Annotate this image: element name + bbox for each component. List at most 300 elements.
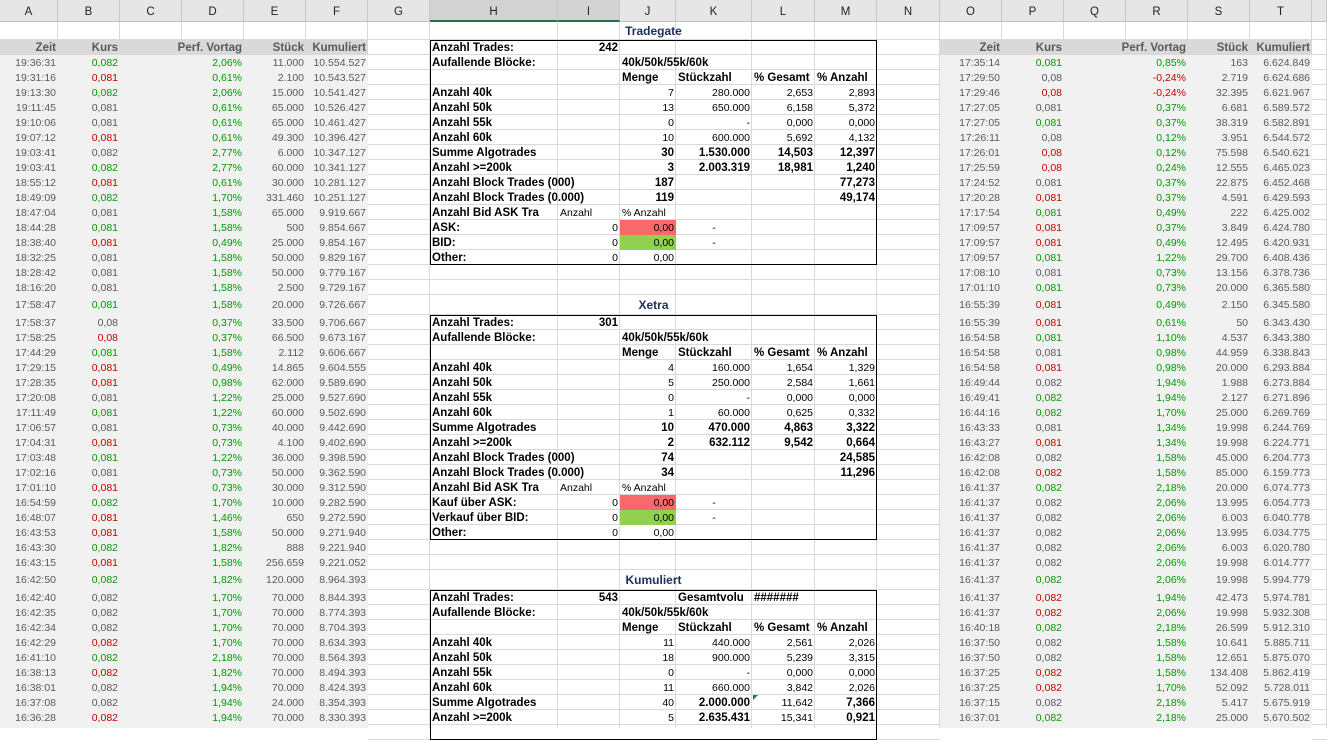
metric-value[interactable]: 2,026	[848, 637, 875, 649]
metric-value[interactable]: 160.000	[712, 362, 750, 374]
trade-price[interactable]: 0,082	[1035, 512, 1062, 524]
trade-time[interactable]: 17:08:10	[959, 267, 1000, 279]
metric-value[interactable]: 11	[663, 637, 674, 649]
trade-quantity[interactable]: 30.000	[271, 482, 304, 494]
trade-quantity[interactable]: 32.395	[1215, 87, 1248, 99]
metric-value[interactable]: 0,332	[848, 407, 875, 419]
block-trades-count[interactable]: 34	[661, 467, 674, 479]
trade-cumulative[interactable]: 6.244.769	[1263, 422, 1310, 434]
trade-cumulative[interactable]: 6.582.891	[1263, 117, 1310, 129]
trade-time[interactable]: 17:09:57	[959, 222, 1000, 234]
trade-quantity[interactable]: 5.417	[1221, 697, 1248, 709]
trade-cumulative[interactable]: 6.034.775	[1263, 527, 1310, 539]
metric-value[interactable]: 5,692	[786, 132, 813, 144]
block-trades-label[interactable]: Anzahl Block Trades (000)	[432, 452, 575, 464]
trade-quantity[interactable]: 19.998	[1215, 574, 1248, 586]
metric-label[interactable]: Anzahl 40k	[432, 87, 493, 99]
trade-price[interactable]: 0,081	[1035, 252, 1062, 264]
metric-value[interactable]: 660.000	[712, 682, 750, 694]
trade-price[interactable]: 0,081	[91, 347, 118, 359]
trade-price[interactable]: 0,081	[91, 102, 118, 114]
trade-price[interactable]: 0,08	[97, 317, 118, 329]
trade-quantity[interactable]: 50	[1236, 317, 1248, 329]
bid-ask-extra[interactable]: -	[712, 512, 716, 524]
trade-quantity[interactable]: 70.000	[271, 607, 304, 619]
trade-price[interactable]: 0,082	[1035, 527, 1062, 539]
trade-perf[interactable]: 0,12%	[1156, 132, 1186, 144]
column-label[interactable]: Menge	[622, 622, 659, 634]
trade-cumulative[interactable]: 6.271.896	[1263, 392, 1310, 404]
trades-value[interactable]: 301	[598, 317, 618, 329]
column-header-h[interactable]: H	[430, 0, 558, 22]
metric-label[interactable]: Anzahl 55k	[432, 667, 493, 679]
metric-value[interactable]: 3,842	[786, 682, 813, 694]
trade-cumulative[interactable]: 8.424.393	[319, 682, 366, 694]
trade-quantity[interactable]: 650	[286, 512, 304, 524]
trade-perf[interactable]: 1,58%	[212, 222, 242, 234]
trade-perf[interactable]: 1,34%	[1156, 437, 1186, 449]
metric-value[interactable]: 0	[668, 392, 674, 404]
trade-price[interactable]: 0,082	[1035, 482, 1062, 494]
trade-perf[interactable]: 1,94%	[212, 697, 242, 709]
trade-time[interactable]: 16:54:58	[959, 332, 1000, 344]
trade-time[interactable]: 16:40:18	[959, 622, 1000, 634]
trade-time[interactable]: 17:20:08	[15, 392, 56, 404]
trade-price[interactable]: 0,082	[1035, 592, 1062, 604]
column-header-s[interactable]: S	[1188, 0, 1250, 22]
trade-price[interactable]: 0,082	[91, 57, 118, 69]
trade-price[interactable]: 0,081	[1035, 237, 1062, 249]
blocks-value[interactable]: 40k/50k/55k/60k	[622, 57, 709, 69]
trade-price[interactable]: 0,082	[1035, 622, 1062, 634]
trade-price[interactable]: 0,081	[91, 527, 118, 539]
trade-time[interactable]: 18:47:04	[15, 207, 56, 219]
trade-time[interactable]: 16:41:37	[959, 557, 1000, 569]
trade-perf[interactable]: 1,70%	[212, 192, 242, 204]
trade-perf[interactable]: 1,82%	[212, 542, 242, 554]
trade-cumulative[interactable]: 9.221.940	[319, 542, 366, 554]
trade-perf[interactable]: 1,70%	[212, 592, 242, 604]
bid-ask-pct-header[interactable]: % Anzahl	[622, 207, 666, 219]
column-label[interactable]: % Anzahl	[817, 622, 868, 634]
trade-quantity[interactable]: 2.150	[1221, 299, 1248, 311]
header-perf-vortag[interactable]: Perf. Vortag	[177, 42, 242, 54]
metric-value[interactable]: 0,000	[848, 392, 875, 404]
trade-perf[interactable]: 0,49%	[212, 362, 242, 374]
trade-cumulative[interactable]: 10.541.427	[313, 87, 366, 99]
trade-perf[interactable]: 2,77%	[212, 147, 242, 159]
trade-quantity[interactable]: 15.000	[271, 87, 304, 99]
trade-perf[interactable]: 1,22%	[212, 452, 242, 464]
trade-perf[interactable]: 0,73%	[212, 437, 242, 449]
trade-price[interactable]: 0,081	[91, 452, 118, 464]
block-trades-pct[interactable]: 24,585	[839, 452, 875, 464]
trade-time[interactable]: 16:42:29	[15, 637, 56, 649]
trade-price[interactable]: 0,082	[1035, 697, 1062, 709]
trade-cumulative[interactable]: 6.544.572	[1263, 132, 1310, 144]
trade-cumulative[interactable]: 10.341.127	[313, 162, 366, 174]
total-volume-value[interactable]: #######	[754, 592, 799, 604]
trade-perf[interactable]: 0,61%	[212, 117, 242, 129]
trade-quantity[interactable]: 29.700	[1215, 252, 1248, 264]
trade-time[interactable]: 16:43:30	[15, 542, 56, 554]
trades-value[interactable]: 543	[598, 592, 618, 604]
trade-quantity[interactable]: 65.000	[271, 102, 304, 114]
trade-cumulative[interactable]: 6.345.580	[1263, 299, 1310, 311]
trade-perf[interactable]: 0,37%	[212, 332, 242, 344]
metric-value[interactable]: 7	[668, 87, 674, 99]
bid-ask-pct[interactable]: 0,00	[620, 495, 676, 510]
trade-perf[interactable]: 0,85%	[1156, 57, 1186, 69]
trade-perf[interactable]: 0,73%	[212, 422, 242, 434]
trade-cumulative[interactable]: 6.273.884	[1263, 377, 1310, 389]
trade-quantity[interactable]: 19.998	[1215, 557, 1248, 569]
trade-time[interactable]: 17:25:59	[959, 162, 1000, 174]
trade-quantity[interactable]: 50.000	[271, 467, 304, 479]
metric-value[interactable]: 5	[668, 377, 674, 389]
trade-perf[interactable]: 0,12%	[1156, 147, 1186, 159]
metric-value[interactable]: 10	[662, 132, 674, 144]
trade-price[interactable]: 0,08	[1041, 132, 1062, 144]
trade-cumulative[interactable]: 6.429.593	[1263, 192, 1310, 204]
trade-time[interactable]: 16:41:37	[959, 607, 1000, 619]
trade-time[interactable]: 16:42:08	[959, 452, 1000, 464]
trade-quantity[interactable]: 13.995	[1215, 527, 1248, 539]
trade-cumulative[interactable]: 9.312.590	[319, 482, 366, 494]
trade-price[interactable]: 0,082	[91, 637, 118, 649]
trade-time[interactable]: 17:02:16	[15, 467, 56, 479]
trade-perf[interactable]: 2,06%	[1156, 497, 1186, 509]
trade-time[interactable]: 16:41:37	[959, 542, 1000, 554]
trade-quantity[interactable]: 19.998	[1215, 437, 1248, 449]
trade-price[interactable]: 0,081	[1035, 317, 1062, 329]
trade-time[interactable]: 19:03:41	[15, 147, 56, 159]
trade-price[interactable]: 0,082	[1035, 542, 1062, 554]
metric-value[interactable]: 14,503	[777, 147, 813, 159]
trade-perf[interactable]: 0,61%	[212, 132, 242, 144]
trade-quantity[interactable]: 26.599	[1215, 622, 1248, 634]
trade-quantity[interactable]: 3.951	[1221, 132, 1248, 144]
header-stueck[interactable]: Stück	[272, 42, 304, 54]
trade-perf[interactable]: 1,70%	[212, 497, 242, 509]
trade-time[interactable]: 17:20:28	[959, 192, 1000, 204]
metric-value[interactable]: 1	[668, 407, 674, 419]
bid-ask-pct[interactable]: 0,00	[653, 527, 674, 539]
trade-cumulative[interactable]: 6.540.621	[1263, 147, 1310, 159]
metric-value[interactable]: 4	[668, 362, 674, 374]
trade-quantity[interactable]: 20.000	[1215, 282, 1248, 294]
block-trades-pct[interactable]: 77,273	[839, 177, 875, 189]
header-zeit[interactable]: Zeit	[35, 42, 56, 54]
trade-cumulative[interactable]: 9.829.167	[319, 252, 366, 264]
column-header-e[interactable]: E	[244, 0, 306, 22]
trade-price[interactable]: 0,081	[1035, 222, 1062, 234]
trade-quantity[interactable]: 45.000	[1215, 452, 1248, 464]
trade-time[interactable]: 19:31:16	[15, 72, 56, 84]
trade-time[interactable]: 16:43:33	[959, 422, 1000, 434]
trade-perf[interactable]: 0,49%	[1156, 237, 1186, 249]
trade-quantity[interactable]: 2.127	[1221, 392, 1248, 404]
trade-cumulative[interactable]: 8.494.393	[319, 667, 366, 679]
trade-perf[interactable]: 1,58%	[212, 527, 242, 539]
trade-price[interactable]: 0,082	[1035, 607, 1062, 619]
header-kumuliert[interactable]: Kumuliert	[312, 42, 366, 54]
bid-ask-row-label[interactable]: Verkauf über BID:	[432, 512, 529, 524]
trade-cumulative[interactable]: 5.912.310	[1263, 622, 1310, 634]
trade-price[interactable]: 0,08	[1041, 87, 1062, 99]
trade-quantity[interactable]: 134.408	[1210, 667, 1248, 679]
trade-quantity[interactable]: 6.000	[277, 147, 304, 159]
trade-perf[interactable]: 1,58%	[212, 282, 242, 294]
metric-label[interactable]: Summe Algotrades	[432, 422, 537, 434]
header-perf-vortag[interactable]: Perf. Vortag	[1121, 42, 1186, 54]
metric-label[interactable]: Anzahl >=200k	[432, 437, 512, 449]
trade-cumulative[interactable]: 6.420.931	[1263, 237, 1310, 249]
metric-value[interactable]: 5,239	[786, 652, 813, 664]
trade-time[interactable]: 18:49:09	[15, 192, 56, 204]
metric-label[interactable]: Anzahl 50k	[432, 377, 493, 389]
trade-time[interactable]: 16:37:01	[959, 712, 1000, 724]
trade-perf[interactable]: 0,49%	[1156, 207, 1186, 219]
bid-ask-count[interactable]: 0	[612, 527, 618, 539]
trade-quantity[interactable]: 60.000	[271, 162, 304, 174]
trade-time[interactable]: 18:55:12	[15, 177, 56, 189]
trade-time[interactable]: 18:44:28	[15, 222, 56, 234]
trade-price[interactable]: 0,081	[1035, 422, 1062, 434]
metric-value[interactable]: 2.000.000	[698, 697, 750, 709]
trade-cumulative[interactable]: 10.461.427	[313, 117, 366, 129]
trade-price[interactable]: 0,082	[1035, 467, 1062, 479]
column-header-a[interactable]: A	[0, 0, 58, 22]
trade-cumulative[interactable]: 9.442.690	[319, 422, 366, 434]
trade-time[interactable]: 19:13:30	[15, 87, 56, 99]
trade-cumulative[interactable]: 5.875.070	[1263, 652, 1310, 664]
trade-time[interactable]: 17:35:14	[959, 57, 1000, 69]
trade-quantity[interactable]: 12.651	[1215, 652, 1248, 664]
trade-perf[interactable]: 0,61%	[212, 177, 242, 189]
block-trades-pct[interactable]: 49,174	[839, 192, 875, 204]
trade-quantity[interactable]: 13.156	[1215, 267, 1248, 279]
metric-value[interactable]: 900.000	[712, 652, 750, 664]
trade-quantity[interactable]: 3.849	[1221, 222, 1248, 234]
block-trades-label[interactable]: Anzahl Block Trades (000)	[432, 177, 575, 189]
metric-value[interactable]: 18	[662, 652, 674, 664]
trade-price[interactable]: 0,081	[91, 132, 118, 144]
trade-time[interactable]: 17:09:57	[959, 237, 1000, 249]
trade-quantity[interactable]: 6.003	[1221, 512, 1248, 524]
column-label[interactable]: % Gesamt	[754, 72, 810, 84]
trade-price[interactable]: 0,081	[1035, 362, 1062, 374]
trade-quantity[interactable]: 33.500	[271, 317, 304, 329]
trade-time[interactable]: 17:01:10	[959, 282, 1000, 294]
bid-ask-extra[interactable]	[676, 525, 752, 540]
trade-time[interactable]: 17:26:11	[959, 132, 1000, 144]
block-trades-label[interactable]: Anzahl Block Trades (0.000)	[432, 192, 585, 204]
bid-ask-count-header[interactable]: Anzahl	[560, 207, 593, 219]
trade-quantity[interactable]: 10.000	[271, 497, 304, 509]
block-trades-count[interactable]: 119	[655, 192, 674, 204]
column-header-r[interactable]: R	[1126, 0, 1188, 22]
trade-cumulative[interactable]: 6.621.967	[1263, 87, 1310, 99]
trade-time[interactable]: 16:41:10	[15, 652, 56, 664]
trade-cumulative[interactable]: 6.269.769	[1263, 407, 1310, 419]
metric-value[interactable]: 30	[661, 147, 674, 159]
trade-perf[interactable]: 1,94%	[212, 712, 242, 724]
trade-price[interactable]: 0,081	[91, 407, 118, 419]
total-volume-label[interactable]: Gesamtvolu	[678, 592, 744, 604]
bid-ask-row-label[interactable]: Other:	[432, 527, 467, 539]
trade-cumulative[interactable]: 10.554.527	[313, 57, 366, 69]
bid-ask-extra[interactable]: -	[712, 237, 716, 249]
trade-time[interactable]: 16:42:08	[959, 467, 1000, 479]
metric-value[interactable]: 3	[667, 162, 674, 174]
trade-cumulative[interactable]: 9.402.690	[319, 437, 366, 449]
column-label[interactable]: % Gesamt	[754, 347, 810, 359]
metric-label[interactable]: Anzahl 60k	[432, 407, 493, 419]
trade-price[interactable]: 0,082	[1035, 557, 1062, 569]
trade-time[interactable]: 16:42:40	[15, 592, 56, 604]
trade-cumulative[interactable]: 5.728.011	[1264, 682, 1310, 694]
trade-perf[interactable]: 1,58%	[212, 207, 242, 219]
metric-value[interactable]: 632.112	[709, 437, 750, 449]
trade-perf[interactable]: 0,73%	[212, 482, 242, 494]
trade-quantity[interactable]: 256.659	[266, 557, 304, 569]
trade-perf[interactable]: 2,18%	[1156, 622, 1186, 634]
trade-cumulative[interactable]: 5.670.502	[1263, 712, 1310, 724]
trade-perf[interactable]: 0,98%	[1156, 362, 1186, 374]
trade-perf[interactable]: 2,06%	[1156, 527, 1186, 539]
trade-perf[interactable]: 0,73%	[212, 467, 242, 479]
bid-ask-pct[interactable]: 0,00	[620, 235, 676, 250]
trade-price[interactable]: 0,082	[91, 682, 118, 694]
trade-time[interactable]: 17:29:15	[15, 362, 56, 374]
trade-time[interactable]: 17:26:01	[959, 147, 1000, 159]
trade-perf[interactable]: 1,58%	[212, 299, 242, 311]
trade-quantity[interactable]: 85.000	[1215, 467, 1248, 479]
trade-time[interactable]: 17:28:35	[15, 377, 56, 389]
trade-cumulative[interactable]: 8.774.393	[319, 607, 366, 619]
trade-price[interactable]: 0,081	[91, 237, 118, 249]
trade-price[interactable]: 0,081	[91, 222, 118, 234]
metric-label[interactable]: Anzahl 40k	[432, 362, 493, 374]
metric-value[interactable]: 11	[663, 682, 674, 694]
trade-cumulative[interactable]: 10.347.127	[313, 147, 366, 159]
trade-time[interactable]: 16:37:15	[959, 697, 1000, 709]
trade-time[interactable]: 17:03:48	[15, 452, 56, 464]
trade-quantity[interactable]: 70.000	[271, 622, 304, 634]
trade-cumulative[interactable]: 6.452.468	[1263, 177, 1310, 189]
trade-time[interactable]: 16:43:53	[15, 527, 56, 539]
trade-quantity[interactable]: 222	[1230, 207, 1248, 219]
metric-value[interactable]: 1,240	[846, 162, 875, 174]
trade-time[interactable]: 17:11:49	[15, 407, 56, 419]
trade-quantity[interactable]: 120.000	[266, 574, 304, 586]
trade-perf[interactable]: 1,70%	[212, 622, 242, 634]
bid-ask-extra[interactable]: -	[712, 497, 716, 509]
xetra-section-title[interactable]: Xetra	[638, 298, 669, 312]
trade-price[interactable]: 0,081	[91, 267, 118, 279]
column-label[interactable]: Stückzahl	[678, 72, 732, 84]
metric-value[interactable]: 5	[668, 712, 674, 724]
trade-cumulative[interactable]: 5.932.308	[1263, 607, 1310, 619]
trade-time[interactable]: 19:11:45	[15, 102, 56, 114]
blocks-value[interactable]: 40k/50k/55k/60k	[622, 607, 709, 619]
trade-quantity[interactable]: 65.000	[271, 117, 304, 129]
trade-cumulative[interactable]: 8.704.393	[319, 622, 366, 634]
trade-time[interactable]: 16:42:34	[15, 622, 56, 634]
trade-perf[interactable]: 1,22%	[212, 407, 242, 419]
trade-quantity[interactable]: 70.000	[271, 652, 304, 664]
bid-ask-label[interactable]: Anzahl Bid ASK Tra	[432, 207, 539, 219]
trade-perf[interactable]: 0,37%	[1156, 117, 1186, 129]
trade-quantity[interactable]: 4.591	[1221, 192, 1248, 204]
trade-perf[interactable]: 1,82%	[212, 667, 242, 679]
metric-value[interactable]: -	[746, 667, 750, 679]
column-label[interactable]: % Gesamt	[754, 622, 810, 634]
trade-price[interactable]: 0,082	[1035, 652, 1062, 664]
trade-quantity[interactable]: 2.112	[278, 347, 304, 359]
trade-price[interactable]: 0,082	[1035, 667, 1062, 679]
trade-cumulative[interactable]: 5.994.779	[1263, 574, 1310, 586]
trade-time[interactable]: 17:09:57	[959, 252, 1000, 264]
metric-value[interactable]: 15,341	[780, 712, 813, 724]
trade-quantity[interactable]: 2.100	[277, 72, 304, 84]
column-header-o[interactable]: O	[940, 0, 1002, 22]
trade-cumulative[interactable]: 9.606.667	[319, 347, 366, 359]
trade-quantity[interactable]: 40.000	[271, 422, 304, 434]
trade-time[interactable]: 18:16:20	[15, 282, 56, 294]
trade-price[interactable]: 0,08	[1041, 72, 1062, 84]
metric-value[interactable]: 0,000	[848, 117, 875, 129]
trade-perf[interactable]: 0,49%	[212, 237, 242, 249]
trade-time[interactable]: 16:37:50	[959, 652, 1000, 664]
block-trades-label[interactable]: Anzahl Block Trades (0.000)	[432, 467, 585, 479]
bid-ask-pct[interactable]: 0,00	[620, 510, 676, 525]
header-kurs[interactable]: Kurs	[1035, 42, 1062, 54]
trade-time[interactable]: 17:27:05	[959, 117, 1000, 129]
trade-price[interactable]: 0,081	[91, 437, 118, 449]
trade-perf[interactable]: 1,94%	[1156, 377, 1186, 389]
column-header-c[interactable]: C	[120, 0, 182, 22]
metric-label[interactable]: Anzahl 40k	[432, 637, 493, 649]
trade-price[interactable]: 0,082	[1035, 407, 1062, 419]
blocks-value[interactable]: 40k/50k/55k/60k	[622, 332, 709, 344]
trade-time[interactable]: 16:42:35	[15, 607, 56, 619]
trade-time[interactable]: 16:43:27	[959, 437, 1000, 449]
trade-quantity[interactable]: 2.500	[277, 282, 304, 294]
trade-price[interactable]: 0,082	[1035, 712, 1062, 724]
column-header-t[interactable]: T	[1250, 0, 1312, 22]
trade-cumulative[interactable]: 6.424.780	[1263, 222, 1310, 234]
trade-time[interactable]: 16:41:37	[959, 512, 1000, 524]
trade-price[interactable]: 0,082	[91, 667, 118, 679]
bid-ask-count[interactable]: 0	[612, 497, 618, 509]
column-header-n[interactable]: N	[877, 0, 940, 22]
kumuliert-section-title[interactable]: Kumuliert	[625, 573, 682, 587]
trade-time[interactable]: 16:48:07	[15, 512, 56, 524]
trade-perf[interactable]: 0,24%	[1156, 162, 1186, 174]
trade-perf[interactable]: 0,37%	[1156, 222, 1186, 234]
column-header-m[interactable]: M	[815, 0, 877, 22]
metric-value[interactable]: 3,322	[846, 422, 875, 434]
trade-price[interactable]: 0,081	[1035, 117, 1062, 129]
bid-ask-count[interactable]: 0	[612, 252, 618, 264]
trade-quantity[interactable]: 75.598	[1215, 147, 1248, 159]
trade-perf[interactable]: 2,06%	[212, 57, 242, 69]
trade-quantity[interactable]: 20.000	[1215, 482, 1248, 494]
trade-price[interactable]: 0,08	[1041, 147, 1062, 159]
trade-cumulative[interactable]: 5.974.781	[1263, 592, 1310, 604]
